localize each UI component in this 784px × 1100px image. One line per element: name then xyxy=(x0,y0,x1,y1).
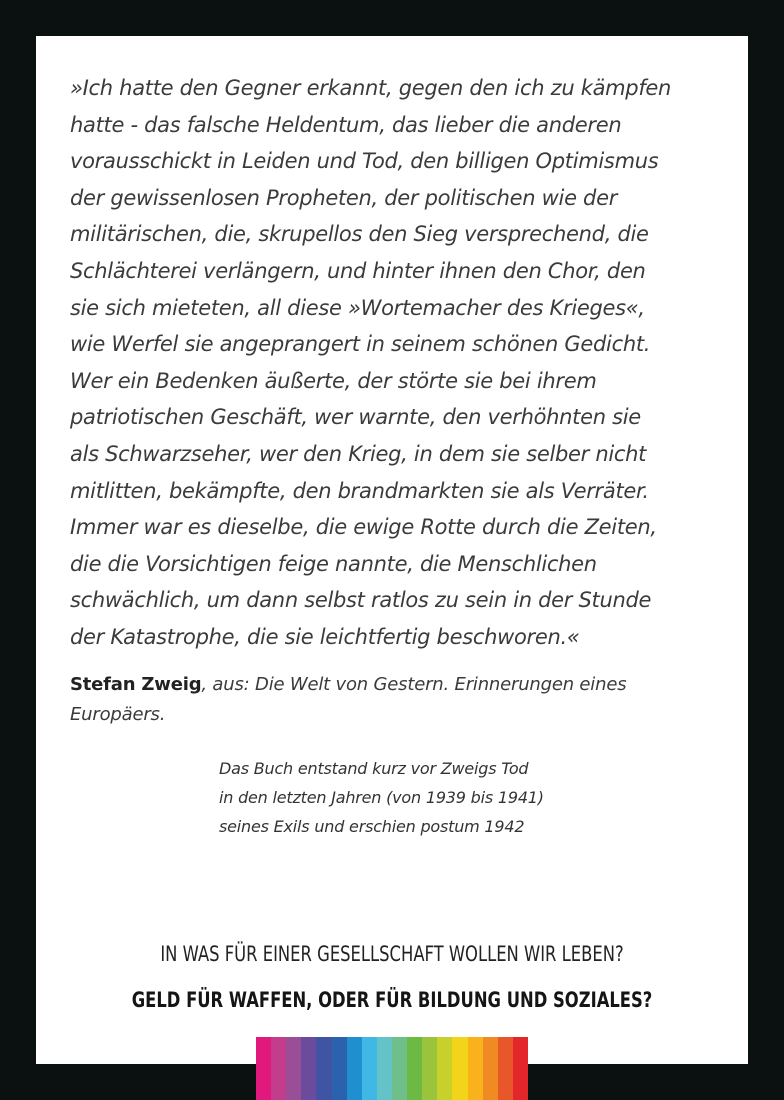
quote-line: sie sich mieteten, all diese »Wortemacher des Krieges«, xyxy=(70,295,645,320)
rainbow-band xyxy=(498,1037,513,1100)
note-line: in den letzten Jahren (von 1939 bis 1941) xyxy=(219,788,544,807)
quote-line: schwächlich, um dann selbst ratlos zu sein in der Stunde xyxy=(70,588,652,613)
source-title: , aus: Die Welt von Gestern. Erinnerungen eines Europäers. xyxy=(70,674,627,725)
quote-line: Schlächterei verlängern, und hinter ihnen den Chor, den xyxy=(70,258,646,283)
rainbow-band xyxy=(437,1037,452,1100)
poster-card xyxy=(36,36,748,1064)
rainbow-band xyxy=(422,1037,437,1100)
rainbow-band xyxy=(301,1037,316,1100)
note-line: Das Buch entstand kurz vor Zweigs Tod xyxy=(219,759,529,778)
zweig-quote xyxy=(70,70,730,656)
quote-line: der Katastrophe, die sie leichtfertig beschworen.« xyxy=(70,624,580,649)
quote-line: mitlitten, bekämpfte, den brandmarkten sie als Verräter. xyxy=(70,478,649,503)
quote-line: die die Vorsichtigen feige nannte, die Menschlichen xyxy=(70,551,597,576)
rainbow-band xyxy=(362,1037,377,1100)
quote-line: vorausschickt in Leiden und Tod, den billigen Optimismus xyxy=(70,149,659,174)
question-headline: IN WAS FÜR EINER GESELLSCHAFT WOLLEN WIR LEBEN? xyxy=(160,942,624,966)
attribution xyxy=(70,670,710,730)
rainbow-stripe xyxy=(256,1037,528,1100)
quote-line: Immer war es dieselbe, die ewige Rotte durch die Zeiten, xyxy=(70,515,657,540)
rainbow-band xyxy=(316,1037,331,1100)
note-line: seines Exils und erschien postum 1942 xyxy=(219,817,525,836)
rainbow-band xyxy=(513,1037,528,1100)
quote-line: als Schwarzseher, wer den Krieg, in dem sie selber nicht xyxy=(70,441,647,466)
quote-line: Wer ein Bedenken äußerte, der störte sie bei ihrem xyxy=(70,368,597,393)
quote-line: wie Werfel sie angeprangert in seinem schönen Gedicht. xyxy=(70,332,651,357)
rainbow-band xyxy=(483,1037,498,1100)
quote-line: »Ich hatte den Gegner erkannt, gegen den ich zu kämpfen xyxy=(70,76,672,100)
book-note xyxy=(219,754,639,841)
quote-line: patriotischen Geschäft, wer warnte, den verhöhnten sie xyxy=(70,405,641,430)
rainbow-band xyxy=(256,1037,271,1100)
author-name: Stefan Zweig xyxy=(70,674,202,695)
quote-line: der gewissenlosen Propheten, der politischen wie der xyxy=(70,185,618,210)
rainbow-band xyxy=(452,1037,467,1100)
rainbow-band xyxy=(468,1037,483,1100)
rainbow-band xyxy=(332,1037,347,1100)
demand-headline: GELD FÜR WAFFEN, ODER FÜR BILDUNG UND SOZIALES? xyxy=(131,988,653,1012)
rainbow-band xyxy=(407,1037,422,1100)
quote-line: hatte - das falsche Heldentum, das lieber die anderen xyxy=(70,112,622,137)
quote-line: militärischen, die, skrupellos den Sieg versprechend, die xyxy=(70,222,649,247)
rainbow-band xyxy=(347,1037,362,1100)
rainbow-band xyxy=(271,1037,286,1100)
rainbow-band xyxy=(392,1037,407,1100)
rainbow-band xyxy=(286,1037,301,1100)
rainbow-band xyxy=(377,1037,392,1100)
